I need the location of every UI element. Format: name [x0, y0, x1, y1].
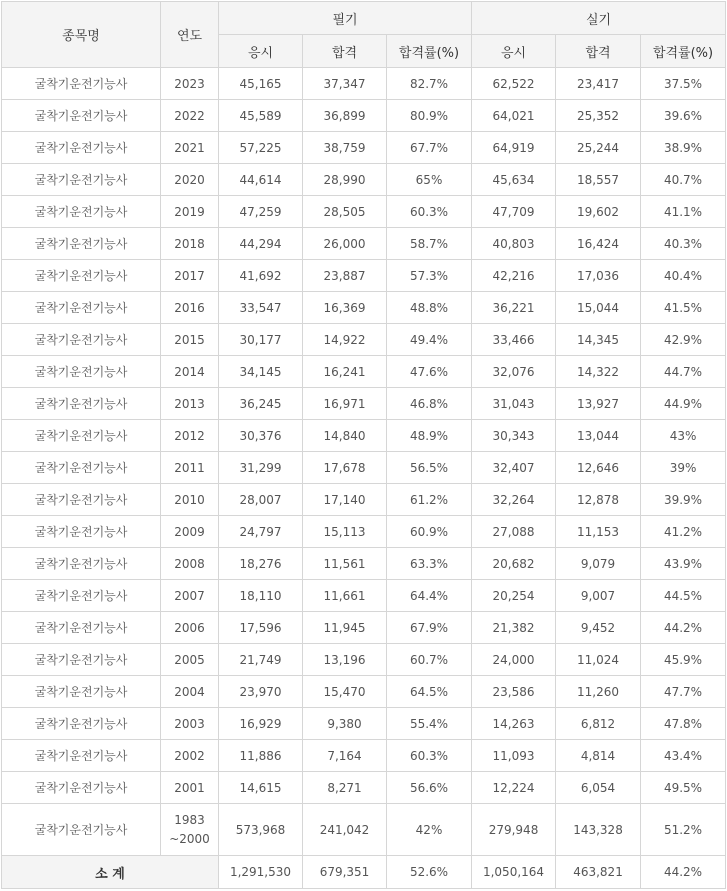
cell-written-passed: 36,899 [303, 100, 387, 132]
cell-year: 2008 [161, 548, 219, 580]
cell-year: 2007 [161, 580, 219, 612]
cell-year: 2009 [161, 516, 219, 548]
cell-written-applicants: 14,615 [219, 772, 303, 804]
cell-item-name: 굴착기운전기능사 [2, 388, 161, 420]
cell-written-applicants: 33,547 [219, 292, 303, 324]
cell-practical-applicants: 24,000 [472, 644, 556, 676]
cell-practical-rate: 41.1% [641, 196, 726, 228]
cell-written-passed: 23,887 [303, 260, 387, 292]
cell-item-name: 굴착기운전기능사 [2, 772, 161, 804]
cell-practical-passed: 11,024 [556, 644, 641, 676]
header-written: 필기 [219, 2, 472, 35]
cell-practical-passed: 13,044 [556, 420, 641, 452]
cell-written-rate: 67.7% [387, 132, 472, 164]
total-practical-applicants: 1,050,164 [472, 856, 556, 889]
total-label: 소 계 [2, 856, 219, 889]
table-row [2, 356, 726, 388]
table-row [2, 132, 726, 164]
cell-item-name: 굴착기운전기능사 [2, 516, 161, 548]
cell-item-name: 굴착기운전기능사 [2, 356, 161, 388]
cell-written-rate: 64.4% [387, 580, 472, 612]
cell-item-name: 굴착기운전기능사 [2, 452, 161, 484]
cell-practical-applicants: 27,088 [472, 516, 556, 548]
cell-written-rate: 65% [387, 164, 472, 196]
table-row [2, 612, 726, 644]
cell-written-applicants: 36,245 [219, 388, 303, 420]
cell-written-rate: 42% [387, 804, 472, 856]
cell-written-applicants: 18,276 [219, 548, 303, 580]
cell-written-applicants: 44,614 [219, 164, 303, 196]
cell-practical-applicants: 21,382 [472, 612, 556, 644]
cell-practical-passed: 19,602 [556, 196, 641, 228]
cell-written-applicants: 21,749 [219, 644, 303, 676]
cell-practical-applicants: 42,216 [472, 260, 556, 292]
cell-written-passed: 17,140 [303, 484, 387, 516]
cell-written-passed: 13,196 [303, 644, 387, 676]
cell-practical-rate: 43.9% [641, 548, 726, 580]
cell-year: 2004 [161, 676, 219, 708]
cell-written-rate: 64.5% [387, 676, 472, 708]
cell-item-name: 굴착기운전기능사 [2, 260, 161, 292]
header-row-top [2, 2, 726, 35]
table-row [2, 260, 726, 292]
cell-practical-passed: 16,424 [556, 228, 641, 260]
cell-practical-rate: 43% [641, 420, 726, 452]
cell-year: 2013 [161, 388, 219, 420]
cell-written-rate: 60.3% [387, 740, 472, 772]
table-row [2, 580, 726, 612]
table-row [2, 676, 726, 708]
cell-practical-passed: 12,646 [556, 452, 641, 484]
total-written-rate: 52.6% [387, 856, 472, 889]
cell-year: 2012 [161, 420, 219, 452]
table-row [2, 484, 726, 516]
cell-practical-applicants: 12,224 [472, 772, 556, 804]
table-row [2, 548, 726, 580]
cell-year: 1983 ~2000 [161, 804, 219, 856]
table-row [2, 196, 726, 228]
cell-written-applicants: 573,968 [219, 804, 303, 856]
cell-written-applicants: 47,259 [219, 196, 303, 228]
cell-practical-passed: 14,345 [556, 324, 641, 356]
cell-practical-passed: 6,054 [556, 772, 641, 804]
cell-written-rate: 55.4% [387, 708, 472, 740]
cell-practical-applicants: 14,263 [472, 708, 556, 740]
cell-practical-passed: 11,153 [556, 516, 641, 548]
cell-year: 2003 [161, 708, 219, 740]
header-year: 연도 [161, 2, 219, 68]
cell-item-name: 굴착기운전기능사 [2, 196, 161, 228]
header-practical: 실기 [472, 2, 726, 35]
cell-practical-applicants: 23,586 [472, 676, 556, 708]
cell-year: 2005 [161, 644, 219, 676]
cell-practical-applicants: 47,709 [472, 196, 556, 228]
cell-written-passed: 15,113 [303, 516, 387, 548]
cell-practical-applicants: 64,021 [472, 100, 556, 132]
cell-practical-passed: 25,352 [556, 100, 641, 132]
cell-practical-rate: 44.2% [641, 612, 726, 644]
cell-year: 2016 [161, 292, 219, 324]
cell-practical-applicants: 11,093 [472, 740, 556, 772]
header-written-rate: 합격률(%) [387, 35, 472, 68]
cell-practical-rate: 40.7% [641, 164, 726, 196]
cell-practical-passed: 15,044 [556, 292, 641, 324]
cell-year: 2002 [161, 740, 219, 772]
cell-item-name: 굴착기운전기능사 [2, 804, 161, 856]
cell-item-name: 굴착기운전기능사 [2, 68, 161, 100]
table-row [2, 100, 726, 132]
cell-practical-passed: 18,557 [556, 164, 641, 196]
cell-practical-applicants: 33,466 [472, 324, 556, 356]
cell-practical-rate: 41.5% [641, 292, 726, 324]
cell-item-name: 굴착기운전기능사 [2, 708, 161, 740]
cell-year: 2006 [161, 612, 219, 644]
table-row [2, 516, 726, 548]
cell-practical-passed: 12,878 [556, 484, 641, 516]
cell-practical-passed: 25,244 [556, 132, 641, 164]
cell-written-rate: 46.8% [387, 388, 472, 420]
cell-item-name: 굴착기운전기능사 [2, 132, 161, 164]
cell-written-applicants: 57,225 [219, 132, 303, 164]
cell-written-rate: 48.9% [387, 420, 472, 452]
cell-written-rate: 60.7% [387, 644, 472, 676]
table-row [2, 68, 726, 100]
cell-practical-rate: 39.6% [641, 100, 726, 132]
cell-practical-passed: 9,452 [556, 612, 641, 644]
cell-written-passed: 37,347 [303, 68, 387, 100]
cell-item-name: 굴착기운전기능사 [2, 676, 161, 708]
cell-year: 2020 [161, 164, 219, 196]
cell-written-passed: 7,164 [303, 740, 387, 772]
cell-practical-passed: 23,417 [556, 68, 641, 100]
cell-written-rate: 63.3% [387, 548, 472, 580]
cell-item-name: 굴착기운전기능사 [2, 740, 161, 772]
cell-practical-rate: 49.5% [641, 772, 726, 804]
table-row [2, 452, 726, 484]
cell-practical-rate: 38.9% [641, 132, 726, 164]
cell-written-rate: 82.7% [387, 68, 472, 100]
cell-written-rate: 60.3% [387, 196, 472, 228]
cell-practical-passed: 13,927 [556, 388, 641, 420]
cell-written-applicants: 45,165 [219, 68, 303, 100]
cell-practical-passed: 11,260 [556, 676, 641, 708]
table-row [2, 708, 726, 740]
cell-item-name: 굴착기운전기능사 [2, 100, 161, 132]
cell-written-passed: 38,759 [303, 132, 387, 164]
cell-written-passed: 28,990 [303, 164, 387, 196]
cell-written-passed: 14,840 [303, 420, 387, 452]
cell-year: 2017 [161, 260, 219, 292]
cell-practical-applicants: 32,076 [472, 356, 556, 388]
cell-written-rate: 57.3% [387, 260, 472, 292]
cell-practical-rate: 39.9% [641, 484, 726, 516]
cell-practical-applicants: 64,919 [472, 132, 556, 164]
cell-item-name: 굴착기운전기능사 [2, 484, 161, 516]
cell-practical-passed: 4,814 [556, 740, 641, 772]
cell-item-name: 굴착기운전기능사 [2, 580, 161, 612]
cell-item-name: 굴착기운전기능사 [2, 644, 161, 676]
cell-practical-rate: 37.5% [641, 68, 726, 100]
cell-item-name: 굴착기운전기능사 [2, 228, 161, 260]
cell-year: 2018 [161, 228, 219, 260]
cell-written-applicants: 23,970 [219, 676, 303, 708]
table-row [2, 772, 726, 804]
cell-practical-passed: 143,328 [556, 804, 641, 856]
table-footer [2, 856, 726, 889]
cell-practical-applicants: 279,948 [472, 804, 556, 856]
total-row [2, 856, 726, 889]
cell-written-applicants: 16,929 [219, 708, 303, 740]
cell-year: 2019 [161, 196, 219, 228]
cell-written-passed: 241,042 [303, 804, 387, 856]
cell-year: 2023 [161, 68, 219, 100]
cell-item-name: 굴착기운전기능사 [2, 612, 161, 644]
cell-year: 2022 [161, 100, 219, 132]
cell-written-passed: 11,561 [303, 548, 387, 580]
header-practical-passed: 합격 [556, 35, 641, 68]
cell-practical-applicants: 20,254 [472, 580, 556, 612]
cell-year: 2001 [161, 772, 219, 804]
cell-written-rate: 47.6% [387, 356, 472, 388]
table-body [2, 68, 726, 856]
cell-written-applicants: 31,299 [219, 452, 303, 484]
cell-item-name: 굴착기운전기능사 [2, 324, 161, 356]
total-practical-rate: 44.2% [641, 856, 726, 889]
total-practical-passed: 463,821 [556, 856, 641, 889]
cell-item-name: 굴착기운전기능사 [2, 420, 161, 452]
cell-written-applicants: 11,886 [219, 740, 303, 772]
cell-written-rate: 56.5% [387, 452, 472, 484]
cell-practical-applicants: 36,221 [472, 292, 556, 324]
cell-practical-applicants: 32,264 [472, 484, 556, 516]
cell-practical-passed: 6,812 [556, 708, 641, 740]
cell-written-passed: 15,470 [303, 676, 387, 708]
cell-practical-rate: 51.2% [641, 804, 726, 856]
cell-written-rate: 48.8% [387, 292, 472, 324]
header-practical-rate: 합격률(%) [641, 35, 726, 68]
cell-written-passed: 8,271 [303, 772, 387, 804]
cell-practical-passed: 14,322 [556, 356, 641, 388]
cell-practical-rate: 43.4% [641, 740, 726, 772]
cell-item-name: 굴착기운전기능사 [2, 164, 161, 196]
cell-written-rate: 80.9% [387, 100, 472, 132]
cell-practical-rate: 47.8% [641, 708, 726, 740]
cell-written-applicants: 30,177 [219, 324, 303, 356]
cell-written-applicants: 34,145 [219, 356, 303, 388]
cell-practical-rate: 44.5% [641, 580, 726, 612]
cell-practical-rate: 42.9% [641, 324, 726, 356]
table-row [2, 420, 726, 452]
cell-written-rate: 58.7% [387, 228, 472, 260]
cell-written-rate: 60.9% [387, 516, 472, 548]
total-written-passed: 679,351 [303, 856, 387, 889]
cell-written-applicants: 30,376 [219, 420, 303, 452]
cell-written-passed: 16,369 [303, 292, 387, 324]
table-row [2, 740, 726, 772]
cell-written-applicants: 45,589 [219, 100, 303, 132]
table-row [2, 228, 726, 260]
cell-written-passed: 9,380 [303, 708, 387, 740]
table-row [2, 164, 726, 196]
cell-year: 2011 [161, 452, 219, 484]
header-written-applicants: 응시 [219, 35, 303, 68]
cell-written-rate: 67.9% [387, 612, 472, 644]
cell-practical-applicants: 30,343 [472, 420, 556, 452]
cell-written-applicants: 44,294 [219, 228, 303, 260]
cell-written-rate: 56.6% [387, 772, 472, 804]
cell-written-applicants: 24,797 [219, 516, 303, 548]
header-practical-applicants: 응시 [472, 35, 556, 68]
cell-practical-rate: 45.9% [641, 644, 726, 676]
cell-written-passed: 16,971 [303, 388, 387, 420]
table-row [2, 292, 726, 324]
cell-written-applicants: 18,110 [219, 580, 303, 612]
cell-practical-passed: 9,007 [556, 580, 641, 612]
cell-practical-passed: 17,036 [556, 260, 641, 292]
cell-written-applicants: 28,007 [219, 484, 303, 516]
table-header [2, 2, 726, 68]
cell-practical-rate: 39% [641, 452, 726, 484]
cell-practical-rate: 41.2% [641, 516, 726, 548]
cell-written-passed: 16,241 [303, 356, 387, 388]
cell-written-passed: 11,945 [303, 612, 387, 644]
cell-practical-applicants: 31,043 [472, 388, 556, 420]
cell-practical-passed: 9,079 [556, 548, 641, 580]
pass-rate-table-container [1, 1, 726, 889]
cell-written-passed: 17,678 [303, 452, 387, 484]
cell-written-passed: 28,505 [303, 196, 387, 228]
cell-written-passed: 26,000 [303, 228, 387, 260]
cell-item-name: 굴착기운전기능사 [2, 548, 161, 580]
cell-practical-applicants: 20,682 [472, 548, 556, 580]
cell-year: 2010 [161, 484, 219, 516]
cell-practical-rate: 40.3% [641, 228, 726, 260]
cell-year: 2015 [161, 324, 219, 356]
cell-written-applicants: 17,596 [219, 612, 303, 644]
cell-item-name: 굴착기운전기능사 [2, 292, 161, 324]
pass-rate-table [1, 1, 726, 889]
total-written-applicants: 1,291,530 [219, 856, 303, 889]
cell-year: 2014 [161, 356, 219, 388]
cell-practical-applicants: 45,634 [472, 164, 556, 196]
cell-practical-rate: 44.9% [641, 388, 726, 420]
cell-written-rate: 49.4% [387, 324, 472, 356]
cell-written-passed: 11,661 [303, 580, 387, 612]
table-row [2, 644, 726, 676]
header-item-name: 종목명 [2, 2, 161, 68]
cell-practical-applicants: 32,407 [472, 452, 556, 484]
cell-written-rate: 61.2% [387, 484, 472, 516]
cell-written-applicants: 41,692 [219, 260, 303, 292]
cell-practical-applicants: 62,522 [472, 68, 556, 100]
cell-practical-applicants: 40,803 [472, 228, 556, 260]
header-written-passed: 합격 [303, 35, 387, 68]
cell-written-passed: 14,922 [303, 324, 387, 356]
table-row [2, 324, 726, 356]
cell-practical-rate: 44.7% [641, 356, 726, 388]
table-row [2, 804, 726, 856]
cell-year: 2021 [161, 132, 219, 164]
cell-practical-rate: 47.7% [641, 676, 726, 708]
table-row [2, 388, 726, 420]
cell-practical-rate: 40.4% [641, 260, 726, 292]
